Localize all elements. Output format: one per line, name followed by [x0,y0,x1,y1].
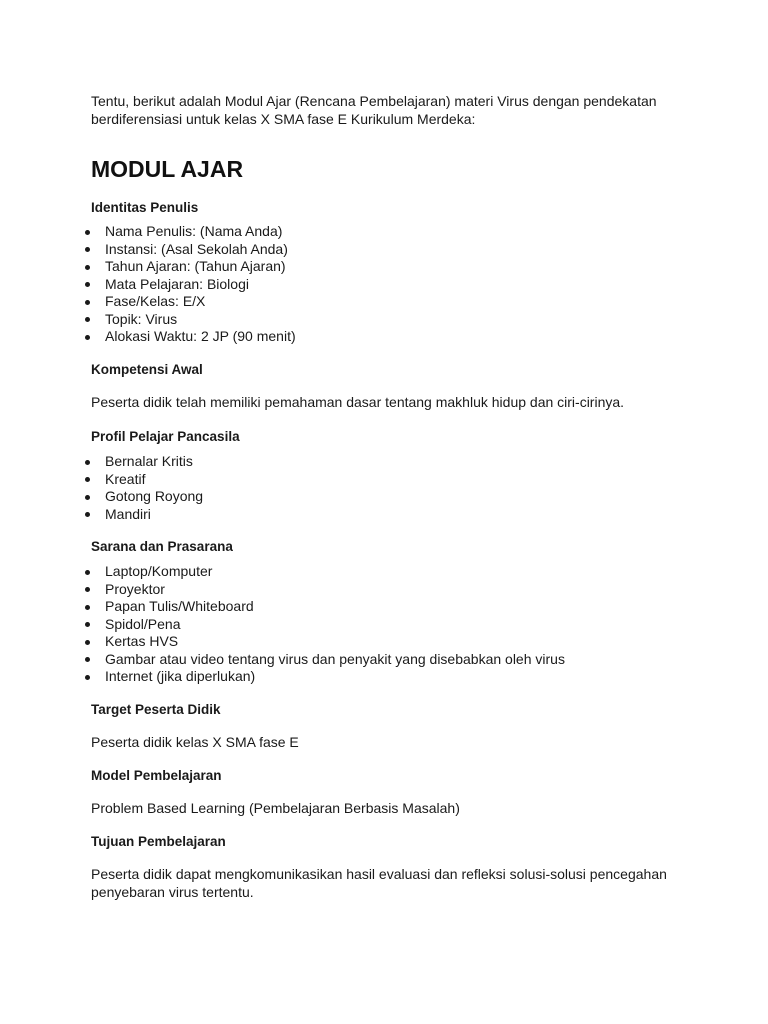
bullet-icon [85,640,90,645]
bullet-icon [85,512,90,517]
list-item: Alokasi Waktu: 2 JP (90 menit) [0,328,700,346]
bullet-icon [85,247,90,252]
bullet-icon [85,335,90,340]
identitas-list [0,223,700,346]
list-item: Laptop/Komputer [0,563,700,581]
list-item: Tahun Ajaran: (Tahun Ajaran) [0,258,700,276]
list-item: Nama Penulis: (Nama Anda) [0,223,700,241]
bullet-icon [85,477,90,482]
list-item: Spidol/Pena [0,616,700,634]
intro-paragraph: Tentu, berikut adalah Modul Ajar (Rencana Pembelajaran) materi Virus dengan pendekatan berdiferensiasi untuk kelas X SMA fase E Kurikulum Merdeka: [91,93,657,127]
sarana-heading: Sarana dan Prasarana [91,539,233,554]
list-item: Proyektor [0,581,700,599]
bullet-icon [85,657,90,662]
target-text: Peserta didik kelas X SMA fase E [91,734,299,750]
bullet-icon [85,282,90,287]
list-item: Gambar atau video tentang virus dan penyakit yang disebabkan oleh virus [0,651,700,669]
bullet-icon [85,570,90,575]
list-item: Kreatif [0,471,700,489]
profil-heading: Profil Pelajar Pancasila [91,429,240,444]
tujuan-text: Peserta didik dapat mengkomunikasikan hasil evaluasi dan refleksi solusi-solusi pencegahan penyebaran virus tertentu. [91,866,667,900]
bullet-icon [85,675,90,680]
profil-list [0,453,700,523]
list-item: Papan Tulis/Whiteboard [0,598,700,616]
list-item: Kertas HVS [0,633,700,651]
bullet-icon [85,300,90,305]
list-item: Gotong Royong [0,488,700,506]
bullet-icon [85,460,90,465]
bullet-icon [85,317,90,322]
model-text: Problem Based Learning (Pembelajaran Berbasis Masalah) [91,800,460,816]
bullet-icon [85,230,90,235]
list-item: Mandiri [0,506,700,524]
list-item: Fase/Kelas: E/X [0,293,700,311]
document-title: MODUL AJAR [91,156,244,182]
bullet-icon [85,587,90,592]
kompetensi-text: Peserta didik telah memiliki pemahaman dasar tentang makhluk hidup dan ciri-cirinya. [91,394,625,410]
bullet-icon [85,605,90,610]
model-heading: Model Pembelajaran [91,768,222,783]
list-item: Topik: Virus [0,311,700,329]
tujuan-heading: Tujuan Pembelajaran [91,834,226,849]
list-item: Mata Pelajaran: Biologi [0,276,700,294]
bullet-icon [85,265,90,270]
bullet-icon [85,495,90,500]
sarana-list [0,563,700,686]
list-item: Bernalar Kritis [0,453,700,471]
identitas-heading: Identitas Penulis [91,200,199,215]
target-heading: Target Peserta Didik [91,702,221,717]
bullet-icon [85,622,90,627]
kompetensi-heading: Kompetensi Awal [91,362,203,377]
list-item: Instansi: (Asal Sekolah Anda) [0,241,700,259]
list-item: Internet (jika diperlukan) [0,668,700,686]
